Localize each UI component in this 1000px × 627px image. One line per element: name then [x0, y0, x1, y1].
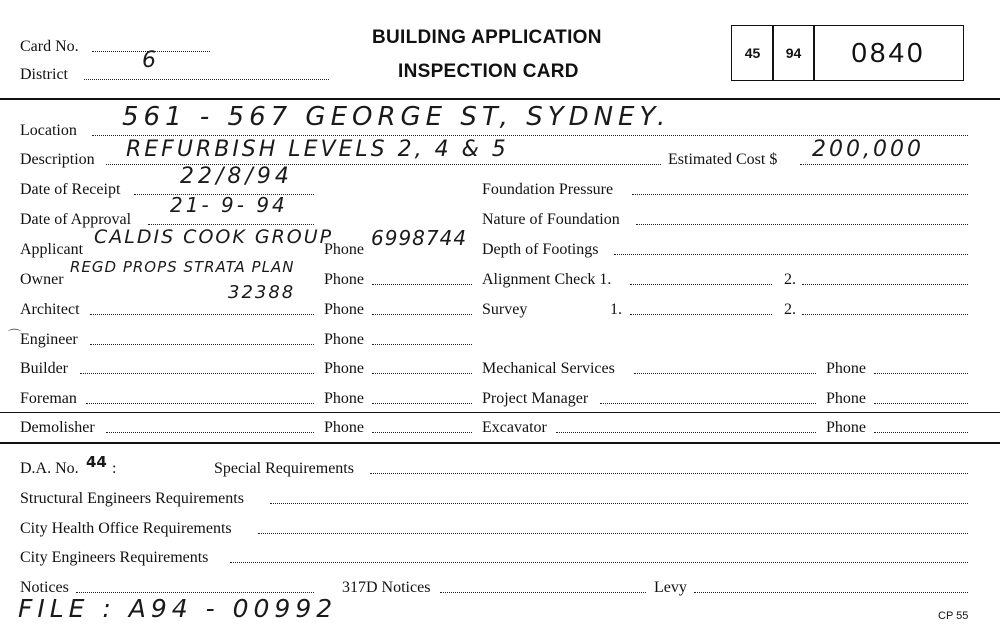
- foreman-label: Foreman: [20, 390, 77, 407]
- engineer-label: Engineer: [20, 331, 78, 348]
- structural-engineers-field[interactable]: [270, 489, 968, 504]
- district-field[interactable]: [84, 65, 329, 80]
- project-manager-label: Project Manager: [482, 390, 589, 407]
- excavator-phone-field[interactable]: [874, 418, 968, 433]
- header-divider: [0, 98, 1000, 100]
- project-manager-field[interactable]: [600, 389, 816, 404]
- structural-engineers-label: Structural Engineers Requirements: [20, 490, 244, 507]
- nature-of-foundation-label: Nature of Foundation: [482, 211, 620, 228]
- project-manager-phone-label: Phone: [826, 390, 866, 407]
- mechanical-services-field[interactable]: [634, 359, 816, 374]
- alignment-check-2-label: 2.: [784, 271, 796, 288]
- district-value: 6: [142, 48, 158, 73]
- engineer-phone-field[interactable]: [372, 330, 472, 345]
- applicant-phone-value: 6998744: [371, 226, 468, 250]
- owner-value-line2: 32388: [228, 282, 296, 303]
- architect-phone-label: Phone: [324, 301, 364, 318]
- project-manager-phone-field[interactable]: [874, 389, 968, 404]
- architect-phone-field[interactable]: [372, 300, 472, 315]
- city-health-field[interactable]: [258, 519, 968, 534]
- 317d-notices-field[interactable]: [440, 578, 646, 593]
- applicant-phone-label: Phone: [324, 241, 364, 258]
- box-code-1: 45: [731, 25, 774, 81]
- mechanical-phone-field[interactable]: [874, 359, 968, 374]
- builder-field[interactable]: [80, 359, 314, 374]
- demolisher-field[interactable]: [106, 418, 314, 433]
- owner-phone-field[interactable]: [372, 270, 472, 285]
- demolisher-label: Demolisher: [20, 419, 95, 436]
- 317d-notices-label: 317D Notices: [342, 579, 431, 596]
- da-no-colon: :: [112, 460, 117, 477]
- estimated-cost-label: Estimated Cost $: [668, 151, 778, 168]
- date-of-receipt-value: 22/8/94: [180, 164, 293, 189]
- nature-of-foundation-field[interactable]: [636, 210, 968, 225]
- notices-field[interactable]: [76, 578, 314, 593]
- form-title-line2: INSPECTION CARD: [398, 61, 579, 82]
- demolisher-phone-label: Phone: [324, 419, 364, 436]
- depth-of-footings-field[interactable]: [614, 240, 968, 255]
- architect-field[interactable]: [90, 300, 314, 315]
- survey-2-field[interactable]: [802, 300, 968, 315]
- survey-1-label: 1.: [610, 301, 622, 318]
- engineer-margin-mark: ⌒: [8, 328, 22, 343]
- levy-label: Levy: [654, 579, 687, 596]
- engineer-phone-label: Phone: [324, 331, 364, 348]
- builder-phone-label: Phone: [324, 360, 364, 377]
- box-code-2: 94: [772, 25, 815, 81]
- form-title-line1: BUILDING APPLICATION: [372, 27, 602, 48]
- levy-field[interactable]: [694, 578, 968, 593]
- box-card-number: 0840: [813, 25, 964, 81]
- district-label: District: [20, 66, 68, 83]
- alignment-check-2-field[interactable]: [802, 270, 968, 285]
- city-engineers-field[interactable]: [230, 548, 968, 563]
- builder-label: Builder: [20, 360, 68, 377]
- foreman-phone-field[interactable]: [372, 389, 472, 404]
- card-form-code: CP 55: [938, 610, 969, 622]
- city-health-label: City Health Office Requirements: [20, 520, 232, 537]
- mechanical-phone-label: Phone: [826, 360, 866, 377]
- estimated-cost-value: 200,000: [812, 137, 924, 162]
- depth-of-footings-label: Depth of Footings: [482, 241, 599, 258]
- location-label: Location: [20, 122, 77, 139]
- da-no-value: 44: [86, 453, 107, 471]
- mechanical-services-label: Mechanical Services: [482, 360, 615, 377]
- special-requirements-label: Special Requirements: [214, 460, 354, 477]
- special-requirements-field[interactable]: [370, 459, 968, 474]
- excavator-label: Excavator: [482, 419, 547, 436]
- description-label: Description: [20, 151, 95, 168]
- applicant-value: CALDIS COOK GROUP: [94, 226, 334, 248]
- card-no-label: Card No.: [20, 38, 79, 55]
- date-of-approval-value: 21- 9- 94: [170, 193, 288, 217]
- alignment-check-1-field[interactable]: [630, 270, 772, 285]
- applicant-label: Applicant: [20, 241, 84, 258]
- owner-value: REGD PROPS STRATA PLAN: [70, 258, 295, 276]
- foreman-phone-label: Phone: [324, 390, 364, 407]
- demolisher-phone-field[interactable]: [372, 418, 472, 433]
- demolisher-divider: [0, 412, 1000, 413]
- description-value: REFURBISH LEVELS 2, 4 & 5: [126, 137, 509, 162]
- survey-2-label: 2.: [784, 301, 796, 318]
- owner-phone-label: Phone: [324, 271, 364, 288]
- builder-phone-field[interactable]: [372, 359, 472, 374]
- foundation-pressure-label: Foundation Pressure: [482, 181, 614, 198]
- file-number-value: FILE : A94 - 00992: [18, 594, 338, 623]
- alignment-check-label: Alignment Check 1.: [482, 271, 612, 288]
- foundation-pressure-field[interactable]: [632, 180, 968, 195]
- survey-label: Survey: [482, 301, 528, 318]
- excavator-field[interactable]: [556, 418, 816, 433]
- architect-label: Architect: [20, 301, 80, 318]
- notices-label: Notices: [20, 579, 69, 596]
- da-no-label: D.A. No.: [20, 460, 79, 477]
- location-value: 561 - 567 GEORGE ST, SYDNEY.: [122, 102, 671, 132]
- survey-1-field[interactable]: [630, 300, 772, 315]
- middle-divider: [0, 442, 1000, 444]
- date-of-receipt-label: Date of Receipt: [20, 181, 121, 198]
- city-engineers-label: City Engineers Requirements: [20, 549, 209, 566]
- engineer-field[interactable]: [90, 330, 314, 345]
- excavator-phone-label: Phone: [826, 419, 866, 436]
- date-of-approval-label: Date of Approval: [20, 211, 132, 228]
- owner-label: Owner: [20, 271, 64, 288]
- foreman-field[interactable]: [86, 389, 314, 404]
